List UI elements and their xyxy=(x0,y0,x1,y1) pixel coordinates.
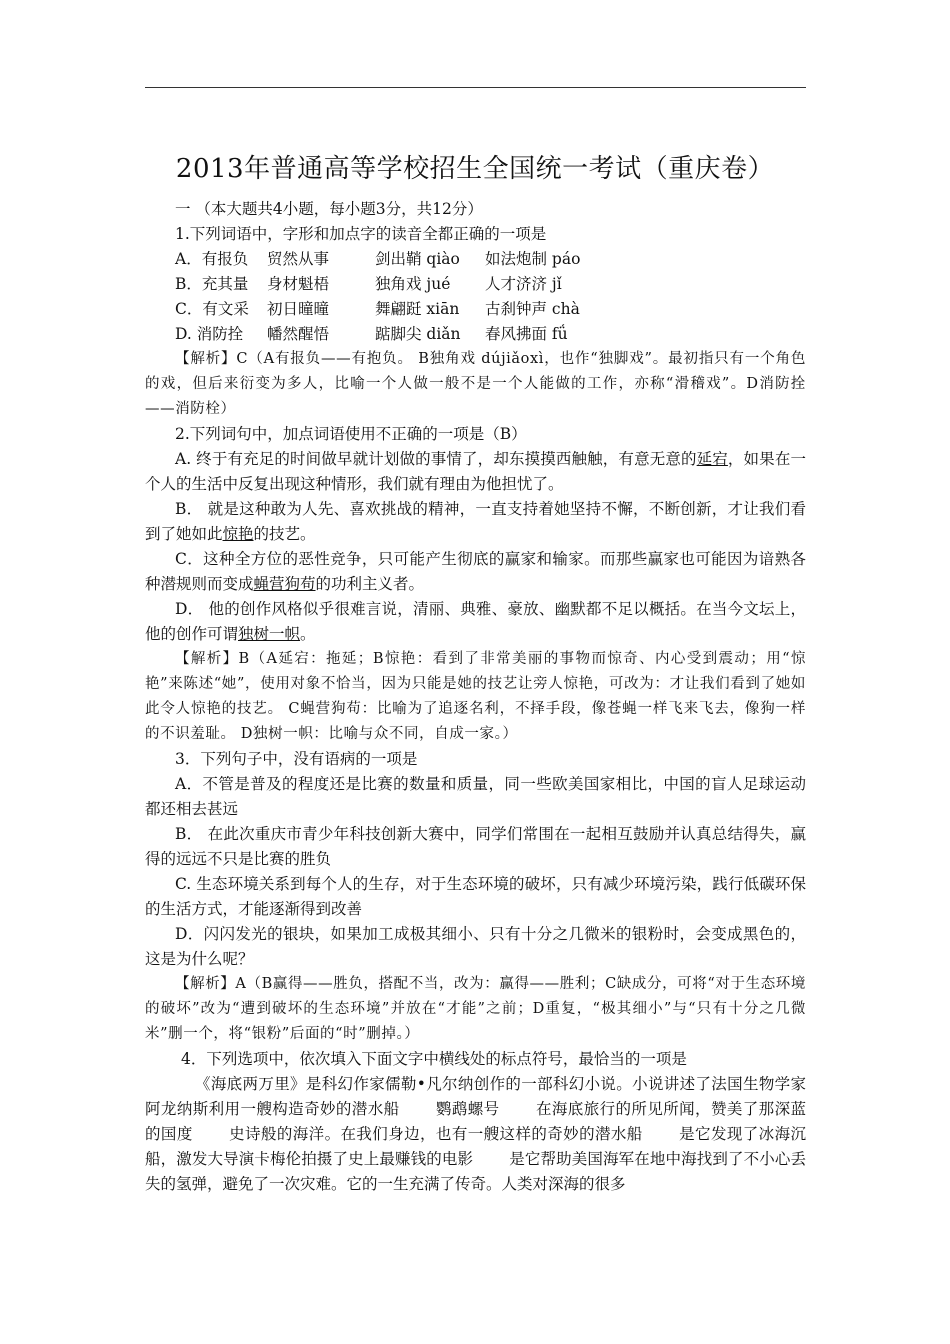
q2-stem: 2.下列词句中，加点词语使用不正确的一项是（B） xyxy=(175,425,527,443)
q1-option-d: D. 消防拴 幡然醒悟 踮脚尖 diǎn 春风拂面 fǘ xyxy=(175,325,568,343)
q1-option-b: B．充其量 身材魁梧 独角戏 jué 人才济济 jǐ xyxy=(175,275,562,293)
q3-option-b: B． 在此次重庆市青少年科技创新大赛中，同学们常围在一起相互鼓励并认真总结得失，赢得的远远不只是比赛的胜负 xyxy=(145,825,806,868)
q1-analysis: 【解析】C（A有报负——有抱负。 B独角戏 dújiǎoxì，也作“独脚戏”。最初指只有一个角色的戏，但后来衍变为多人，比喻一个人做一般不是一个人能做的工作，亦称“滑稽戏”。D消防拴——消防栓） xyxy=(145,351,806,417)
q3-analysis: 【解析】A（B赢得——胜负，搭配不当，改为：赢得——胜利；C缺成分，可将“对于生态环境的破坏”改为“遭到破坏的生态环境”并放在“才能”之前；D重复，“极其细小”与“只有十分之几微米”删一个，将“银粉”后面的“时”删掉。） xyxy=(145,976,806,1042)
q4-passage: 《海底两万里》是科幻作家儒勒•凡尔纳创作的一部科幻小说。小说讲述了法国生物学家阿龙纳斯利用一艘构造奇妙的潜水船 鹦鹉螺号 在海底旅行的所见所闻，赞美了那深蓝的国度 史诗般的海洋。在我们身边，也有一艘这样的奇妙的潜水船 是它发现了冰海沉船，激发大导演卡梅伦拍摄了史上最赚钱的电影 是它帮助美国海军在地中海找到了不小心丢失的氢弹，避免了一次灾难。它的一生充满了传奇。人类对深海的很多 xyxy=(145,1075,806,1193)
q2-analysis: 【解析】B（A延宕：拖延；B惊艳：看到了非常美丽的事物而惊奇、内心受到震动；用“惊艳”来陈述“她”，使用对象不恰当，因为只能是她的技艺让旁人惊艳，可改为：才让我们看到了她如此令人惊艳的技艺。 C蝇营狗苟：比喻为了追逐名利，不择手段，像苍蝇一样飞来飞去，像狗一样的不识羞耻。 D独树一帜：比喻与众不同，自成一家。） xyxy=(145,651,806,742)
q3-option-d: D．闪闪发光的银块，如果加工成极其细小、只有十分之几微米的银粉时，会变成黑色的，这是为什么呢？ xyxy=(145,925,806,968)
q2-option-d: D． 他的创作风格似乎很难言说，清丽、典雅、豪放、幽默都不足以概括。在当今文坛上，他的创作可谓独树一帜。 xyxy=(145,600,806,643)
q3-option-a: A．不管是普及的程度还是比赛的数量和质量，同一些欧美国家相比，中国的盲人足球运动都还相去甚远 xyxy=(145,775,806,818)
q1-option-c: C．有文采 初日曈曈 舞翩跹 xiān 古刹钟声 chà xyxy=(175,300,580,318)
page-title: 2013年普通高等学校招生全国统一考试（重庆卷） xyxy=(175,154,775,184)
header-rule xyxy=(145,87,806,88)
section-header: 一 （本大题共4小题，每小题3分，共12分） xyxy=(175,200,483,218)
q1-stem: 1.下列词语中，字形和加点字的读音全都正确的一项是 xyxy=(175,225,547,243)
q2-option-c: C．这种全方位的恶性竞争，只可能产生彻底的赢家和输家。而那些赢家也可能因为谙熟各种潜规则而变成蝇营狗苟的功利主义者。 xyxy=(145,550,806,593)
q2-option-b: B． 就是这种敢为人先、喜欢挑战的精神，一直支持着她坚持不懈，不断创新，才让我们看到了她如此惊艳的技艺。 xyxy=(145,500,806,543)
q2-option-a: A. 终于有充足的时间做早就计划做的事情了，却东摸摸西触触，有意无意的延宕，如果在一个人的生活中反复出现这种情形，我们就有理由为他担忧了。 xyxy=(145,450,806,493)
q1-option-a: A．有报负 贸然从事 剑出鞘 qiào 如法炮制 páo xyxy=(175,250,581,268)
q3-option-c: C. 生态环境关系到每个人的生存，对于生态环境的破坏，只有减少环境污染，践行低碳环保的生活方式，才能逐渐得到改善 xyxy=(145,875,806,918)
q4-stem: 4．下列选项中，依次填入下面文字中横线处的标点符号，最恰当的一项是 xyxy=(181,1050,687,1068)
q3-stem: 3．下列句子中，没有语病的一项是 xyxy=(175,750,418,768)
document-body xyxy=(145,197,806,1197)
